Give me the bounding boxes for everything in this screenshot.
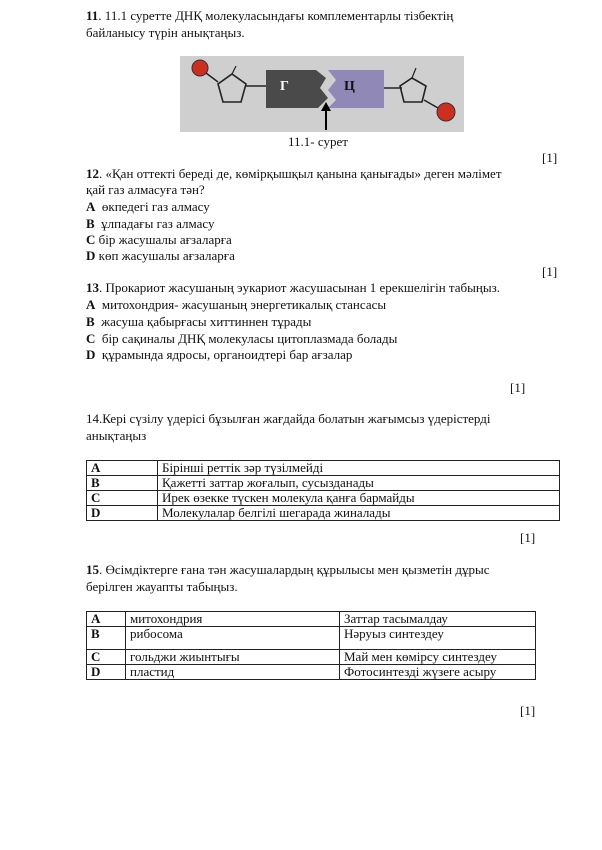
q15-line1: 15. Өсімдіктерге ғана тән жасушалардың құрылысы мен қызметін дұрыс bbox=[86, 562, 490, 577]
q14-mark: [1] bbox=[520, 530, 536, 545]
table-row: D пластид Фотосинтезді жүзеге асыру bbox=[87, 665, 536, 680]
q12-line2: қай газ алмасуға тән? bbox=[86, 182, 205, 197]
q15-number: 15 bbox=[86, 562, 99, 577]
table-row: B рибосома Нәруыз синтездеу bbox=[87, 627, 536, 650]
q12-option-c: C бір жасушалы ағзаларға bbox=[86, 232, 232, 247]
right-phosphate-icon bbox=[437, 103, 455, 121]
q15-mark: [1] bbox=[520, 703, 536, 718]
table-row: D Молекулалар белгілі шегарада жиналады bbox=[87, 506, 560, 521]
q12-option-a: A өкпедегі газ алмасу bbox=[86, 199, 210, 214]
q15-table bbox=[86, 611, 536, 680]
q12-number: 12 bbox=[86, 166, 99, 181]
q12-mark: [1] bbox=[542, 264, 558, 279]
base-c-label: Ц bbox=[344, 79, 355, 94]
q12-line1: 12. «Қан оттекті береді де, көмірқышқыл қанына қанығады» деген мәлімет bbox=[86, 166, 502, 181]
q11-line1: 11. 11.1 суретте ДНҚ молекуласындағы комплементарлы тізбектің bbox=[86, 8, 454, 23]
q13-number: 13 bbox=[86, 280, 99, 295]
base-g-block bbox=[266, 70, 328, 108]
table-row: C гольджи жиынтығы Май мен көмірсу синтездеу bbox=[87, 650, 536, 665]
dna-figure bbox=[180, 56, 464, 132]
q13-line1: 13. Прокариот жасушаның эукариот жасушасынан 1 ерекшелігін табыңыз. bbox=[86, 280, 500, 295]
q11-line2: байланысу түрін анықтаңыз. bbox=[86, 25, 245, 40]
q13-mark: [1] bbox=[510, 380, 526, 395]
q11-mark: [1] bbox=[542, 150, 558, 165]
right-sugar-icon bbox=[400, 78, 426, 102]
q13-option-b: B жасуша қабырғасы хиттиннен тұрады bbox=[86, 314, 312, 329]
dna-pair-illustration bbox=[180, 56, 464, 132]
q12-option-d: D көп жасушалы ағзаларға bbox=[86, 248, 235, 263]
q15-line2: берілген жауапты табыңыз. bbox=[86, 579, 238, 594]
q13-option-c: C бір сақиналы ДНҚ молекуласы цитоплазмада болады bbox=[86, 331, 398, 346]
table-row: A Бірінші реттік зәр түзілмейді bbox=[87, 461, 560, 476]
table-row: A митохондрия Заттар тасымалдау bbox=[87, 612, 536, 627]
q11-number: 11 bbox=[86, 8, 99, 23]
q14-line1: 14.Кері сүзілу үдерісі бұзылған жағдайда болатын жағымсыз үдерістерді bbox=[86, 411, 491, 426]
q13-option-a: A митохондрия- жасушаның энергетикалық стансасы bbox=[86, 297, 387, 312]
q14-line2: анықтаңыз bbox=[86, 428, 147, 443]
left-sugar-icon bbox=[218, 74, 246, 102]
base-c-block bbox=[328, 70, 384, 108]
figure-caption: 11.1- сурет bbox=[288, 134, 348, 149]
q13-option-d: D құрамында ядросы, органоидтері бар ағзалар bbox=[86, 347, 353, 362]
q14-table bbox=[86, 460, 560, 521]
q12-option-b: B ұлпадағы газ алмасу bbox=[86, 216, 215, 231]
base-g-label: Г bbox=[280, 79, 289, 94]
table-row: B Қажетті заттар жоғалып, сусызданады bbox=[87, 476, 560, 491]
table-row: C Ирек өзекке түскен молекула қанға бармайды bbox=[87, 491, 560, 506]
